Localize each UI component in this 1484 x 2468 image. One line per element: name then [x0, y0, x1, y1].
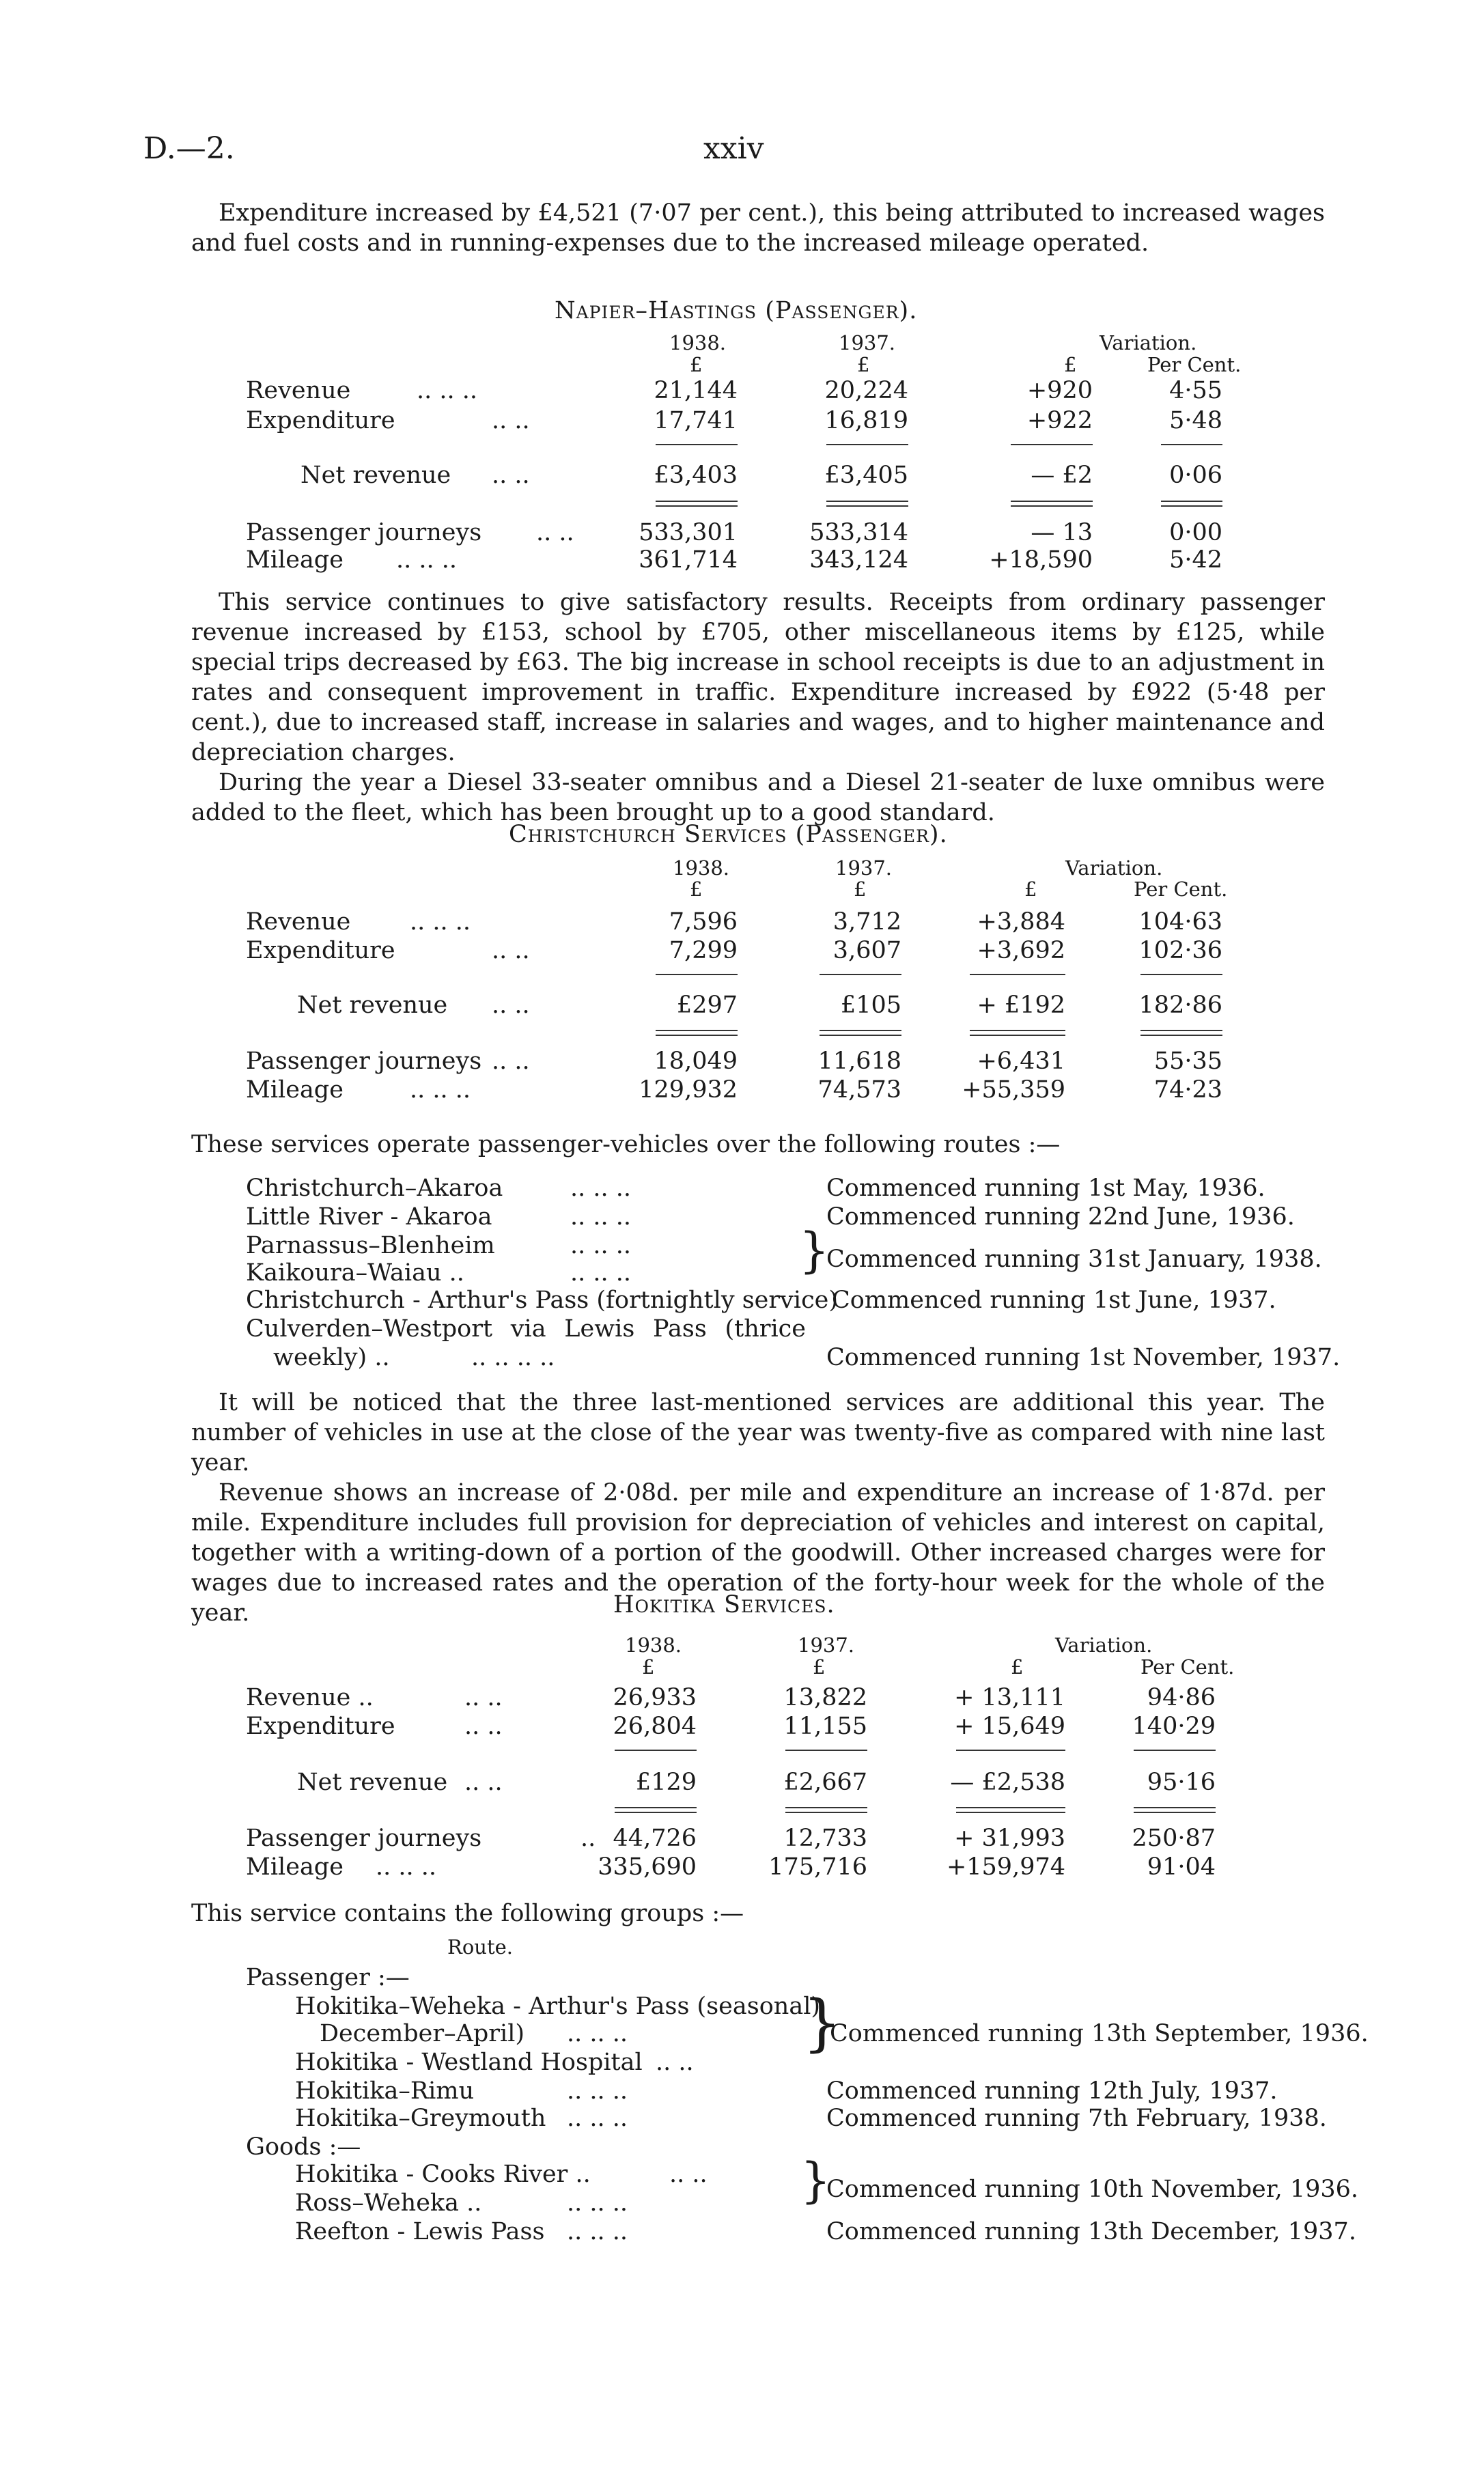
route-name: Christchurch - Arthur's Pass (fortnightly service)	[246, 1287, 839, 1314]
value-variation: +920	[1026, 377, 1093, 404]
route-dots: .. ..	[669, 2161, 708, 2188]
row-label: Expenditure	[246, 937, 395, 964]
value-variation: — £2,538	[950, 1769, 1065, 1796]
route-name: Christchurch–Akaroa	[246, 1175, 503, 1202]
row-label: Passenger journeys	[246, 1048, 482, 1075]
value-1938: 361,714	[639, 546, 738, 574]
value-variation: +922	[1026, 407, 1093, 434]
row-label: Revenue	[246, 908, 351, 936]
value-1938: 21,144	[654, 377, 738, 404]
rule	[1011, 444, 1093, 445]
route-status: Commenced running 7th February, 1938.	[826, 2105, 1327, 2132]
row-label: Expenditure	[246, 407, 395, 434]
row-label: Expenditure	[246, 1713, 395, 1740]
route-dots: .. ..	[656, 2049, 694, 2076]
route-name: Little River - Akaroa	[246, 1203, 492, 1231]
value-percent: 5·42	[1169, 546, 1222, 574]
rule	[1134, 1750, 1216, 1751]
christchurch-header-1938: 1938.	[673, 856, 730, 880]
value-1937: £3,405	[824, 462, 908, 489]
value-variation: + 13,111	[954, 1684, 1065, 1711]
route-dots: .. .. ..	[567, 2077, 628, 2105]
hokitika-header-percent: Per Cent.	[1140, 1655, 1235, 1679]
row-label: Mileage	[246, 546, 344, 574]
value-variation: — 13	[1031, 519, 1093, 546]
routes-intro: These services operate passenger-vehicles over the following routes :—	[191, 1131, 1061, 1158]
route-heading: Route.	[447, 1935, 514, 1959]
christchurch-table-title: Christchurch Services (Passenger).	[509, 821, 948, 848]
double-rule	[1140, 1030, 1222, 1036]
route-status: Commenced running 1st May, 1936.	[826, 1175, 1265, 1202]
christchurch-header-1937: 1937.	[835, 856, 893, 880]
value-1938: 533,301	[639, 519, 738, 546]
christchurch-header-pound-var: £	[1024, 878, 1037, 901]
value-1937: 343,124	[809, 546, 908, 574]
value-variation: + £192	[977, 992, 1065, 1019]
route-dots: .. .. ..	[570, 1259, 632, 1287]
paragraph: It will be noticed that the three last-mentioned services are additional this year. The number of vehicles in use at the close of the year was twenty-five as compared with nine last year.	[191, 1389, 1325, 1476]
napier-header-pound-1937: £	[857, 353, 870, 376]
rule	[970, 974, 1065, 975]
hokitika-header-1938: 1938.	[625, 1633, 682, 1657]
route-name: December–April)	[320, 2020, 525, 2047]
value-1938: 44,726	[613, 1825, 697, 1852]
row-dots: .. ..	[492, 462, 530, 489]
double-rule	[1011, 501, 1093, 507]
hokitika-header-1937: 1937.	[798, 1633, 855, 1657]
row-dots: .. ..	[464, 1713, 503, 1740]
route-status: Commenced running 10th November, 1936.	[826, 2176, 1359, 2203]
christchurch-header-pound-1938: £	[690, 878, 703, 901]
napier-header-percent: Per Cent.	[1147, 353, 1242, 376]
value-percent: 94·86	[1147, 1684, 1216, 1711]
row-dots: .. .. ..	[376, 1853, 437, 1881]
brace-icon: }	[800, 2153, 831, 2208]
hokitika-header-pound-1938: £	[642, 1655, 655, 1679]
row-dots: .. .. ..	[410, 1076, 471, 1104]
page-number: xxiv	[703, 131, 764, 166]
row-label: Passenger journeys	[246, 519, 482, 546]
double-rule	[820, 1030, 901, 1036]
christchurch-header-variation: Variation.	[1065, 856, 1163, 880]
route-status: Commenced running 22nd June, 1936.	[826, 1203, 1295, 1231]
napier-header-variation: Variation.	[1100, 331, 1197, 354]
route-name: Ross–Weheka ..	[295, 2189, 482, 2217]
route-name: Culverden–Westport via Lewis Pass (thrice	[246, 1315, 806, 1343]
value-percent: 4·55	[1169, 377, 1222, 404]
route-dots: .. .. ..	[567, 2105, 628, 2132]
rule	[656, 974, 738, 975]
row-label: Passenger journeys	[246, 1825, 482, 1852]
rule	[826, 444, 908, 445]
intro-paragraph: Expenditure increased by £4,521 (7·07 per cent.), this being attributed to increased wages and fuel costs and in running-expenses due to the increased mileage operated.	[191, 199, 1325, 257]
route-name: Kaikoura–Waiau ..	[246, 1259, 464, 1287]
value-percent: 95·16	[1147, 1769, 1216, 1796]
route-dots: .. .. ..	[567, 2189, 628, 2217]
value-1937: 13,822	[783, 1684, 867, 1711]
value-percent: 182·86	[1138, 992, 1222, 1019]
route-status: Commenced running 1st June, 1937.	[832, 1287, 1276, 1314]
value-1938: 7,596	[669, 908, 738, 936]
napier-header-1938: 1938.	[669, 331, 727, 354]
route-dots: .. .. ..	[567, 2020, 628, 2047]
value-1938: £297	[676, 992, 738, 1019]
value-1938: 335,690	[598, 1853, 697, 1881]
route-name: Parnassus–Blenheim	[246, 1232, 495, 1259]
value-percent: 140·29	[1132, 1713, 1216, 1740]
route-dots: .. .. ..	[570, 1232, 632, 1259]
paragraph: Revenue shows an increase of 2·08d. per mile and expenditure an increase of 1·87d. per mile. Expenditure includes full provision for depreciation of vehicles and interest on capital, together with a writing-down of a portion of the goodwill. Other increased charges were for wages due to increased rates and the operation of the forty-hour week for the whole of the year.	[191, 1479, 1325, 1627]
value-variation: +159,974	[946, 1853, 1065, 1881]
value-1938: £3,403	[654, 462, 738, 489]
napier-header-1937: 1937.	[839, 331, 896, 354]
groups-intro: This service contains the following groups :—	[191, 1900, 744, 1927]
route-dots: .. .. ..	[570, 1175, 632, 1202]
value-percent: 250·87	[1132, 1825, 1216, 1852]
row-label: Mileage	[246, 1076, 344, 1104]
route-name: Hokitika - Westland Hospital	[295, 2049, 643, 2076]
paragraph: During the year a Diesel 33-seater omnibus and a Diesel 21-seater de luxe omnibus were added to the fleet, which has been brought up to a good standard.	[191, 769, 1325, 826]
value-1937: 3,712	[832, 908, 901, 936]
rule	[656, 444, 738, 445]
double-rule	[956, 1807, 1065, 1813]
value-1937: 175,716	[768, 1853, 867, 1881]
row-dots: .. ..	[536, 519, 574, 546]
double-rule	[970, 1030, 1065, 1036]
row-dots: .. ..	[464, 1769, 503, 1796]
value-variation: + 15,649	[954, 1713, 1065, 1740]
value-variation: +18,590	[989, 546, 1093, 574]
napier-header-pound-1938: £	[690, 353, 703, 376]
double-rule	[656, 1030, 738, 1036]
value-variation: + 31,993	[954, 1825, 1065, 1852]
value-percent: 5·48	[1169, 407, 1222, 434]
row-dots: .. ..	[492, 992, 530, 1019]
value-variation: — £2	[1031, 462, 1093, 489]
value-1938: 26,804	[613, 1713, 697, 1740]
napier-table-title: Napier–Hastings (Passenger).	[555, 297, 918, 324]
value-variation: +3,884	[977, 908, 1065, 936]
napier-header-pound-var: £	[1064, 353, 1077, 376]
value-1937: 11,618	[817, 1048, 901, 1075]
value-1938: 17,741	[654, 407, 738, 434]
route-dots: .. .. ..	[567, 2218, 628, 2245]
route-status: Commenced running 31st January, 1938.	[826, 1246, 1322, 1273]
hokitika-header-variation: Variation.	[1055, 1633, 1153, 1657]
rule	[1140, 974, 1222, 975]
christchurch-header-percent: Per Cent.	[1134, 878, 1228, 901]
value-percent: 0·00	[1169, 519, 1222, 546]
hokitika-table-title: Hokitika Services.	[613, 1591, 835, 1618]
route-name: Reefton - Lewis Pass	[295, 2218, 545, 2245]
value-1938: 7,299	[669, 937, 738, 964]
row-dots: .. ..	[464, 1684, 503, 1711]
rule	[785, 1750, 867, 1751]
value-variation: +6,431	[977, 1048, 1065, 1075]
row-dots: ..	[580, 1825, 596, 1852]
double-rule	[1161, 501, 1222, 507]
value-variation: +3,692	[977, 937, 1065, 964]
double-rule	[656, 501, 738, 507]
route-status: Commenced running 13th September, 1936.	[830, 2020, 1369, 2047]
hokitika-header-pound-var: £	[1011, 1655, 1024, 1679]
row-label: Revenue ..	[246, 1684, 374, 1711]
brace-icon: }	[802, 1987, 842, 2059]
row-dots: .. .. ..	[417, 377, 478, 404]
value-percent: 91·04	[1147, 1853, 1216, 1881]
value-1937: £105	[840, 992, 901, 1019]
rule	[820, 974, 901, 975]
value-percent: 55·35	[1153, 1048, 1222, 1075]
value-1937: 12,733	[783, 1825, 867, 1852]
value-1937: 11,155	[783, 1713, 867, 1740]
row-label: Mileage	[246, 1853, 344, 1881]
row-label: Net revenue	[297, 992, 448, 1019]
value-percent: 74·23	[1153, 1076, 1222, 1104]
value-1938: £129	[635, 1769, 697, 1796]
rule	[615, 1750, 697, 1751]
route-name: Hokitika - Cooks River ..	[295, 2161, 591, 2188]
row-label: Net revenue	[300, 462, 451, 489]
row-label: Revenue	[246, 377, 351, 404]
route-name: Hokitika–Greymouth	[295, 2105, 546, 2132]
route-dots: .. .. .. ..	[471, 1344, 555, 1371]
value-percent: 104·63	[1138, 908, 1222, 936]
value-1937: 533,314	[809, 519, 908, 546]
christchurch-header-pound-1937: £	[854, 878, 867, 901]
document-reference: D.—2.	[143, 131, 235, 166]
route-name: Hokitika–Rimu	[295, 2077, 475, 2105]
value-percent: 102·36	[1138, 937, 1222, 964]
brace-icon: }	[799, 1222, 830, 1278]
double-rule	[1134, 1807, 1216, 1813]
value-1937: 20,224	[824, 377, 908, 404]
value-1937: 16,819	[824, 407, 908, 434]
route-status: Commenced running 1st November, 1937.	[826, 1344, 1341, 1371]
hokitika-header-pound-1937: £	[813, 1655, 826, 1679]
napier-commentary	[191, 587, 1325, 828]
double-rule	[615, 1807, 697, 1813]
row-dots: .. ..	[492, 937, 530, 964]
value-variation: +55,359	[962, 1076, 1065, 1104]
value-1938: 26,933	[613, 1684, 697, 1711]
double-rule	[826, 501, 908, 507]
route-name: Hokitika–Weheka - Arthur's Pass (seasonal)	[295, 1993, 821, 2020]
row-dots: .. ..	[492, 1048, 530, 1075]
route-status: Commenced running 13th December, 1937.	[826, 2218, 1356, 2245]
rule	[1161, 444, 1222, 445]
value-1938: 18,049	[654, 1048, 738, 1075]
paragraph: This service continues to give satisfactory results. Receipts from ordinary passenger revenue increased by £153, school by £705, other miscellaneous items by £125, while special trips decreased by £63. The big increase in school receipts is due to an adjustment in rates and consequent improvement in traffic. Expenditure increased by £922 (5·48 per cent.), due to increased staff, increase in salaries and wages, and to higher maintenance and depreciation charges.	[191, 589, 1325, 766]
row-dots: .. .. ..	[396, 546, 458, 574]
value-percent: 0·06	[1169, 462, 1222, 489]
passenger-group-label: Passenger :—	[246, 1964, 410, 1991]
row-dots: .. ..	[492, 407, 530, 434]
route-name: weekly) ..	[273, 1344, 390, 1371]
goods-group-label: Goods :—	[246, 2133, 361, 2161]
route-status: Commenced running 12th July, 1937.	[826, 2077, 1278, 2105]
row-label: Net revenue	[297, 1769, 448, 1796]
value-1938: 129,932	[639, 1076, 738, 1104]
value-1937: 3,607	[832, 937, 901, 964]
value-1937: 74,573	[817, 1076, 901, 1104]
double-rule	[785, 1807, 867, 1813]
row-dots: .. .. ..	[410, 908, 471, 936]
value-1937: £2,667	[783, 1769, 867, 1796]
route-dots: .. .. ..	[570, 1203, 632, 1231]
rule	[956, 1750, 1065, 1751]
